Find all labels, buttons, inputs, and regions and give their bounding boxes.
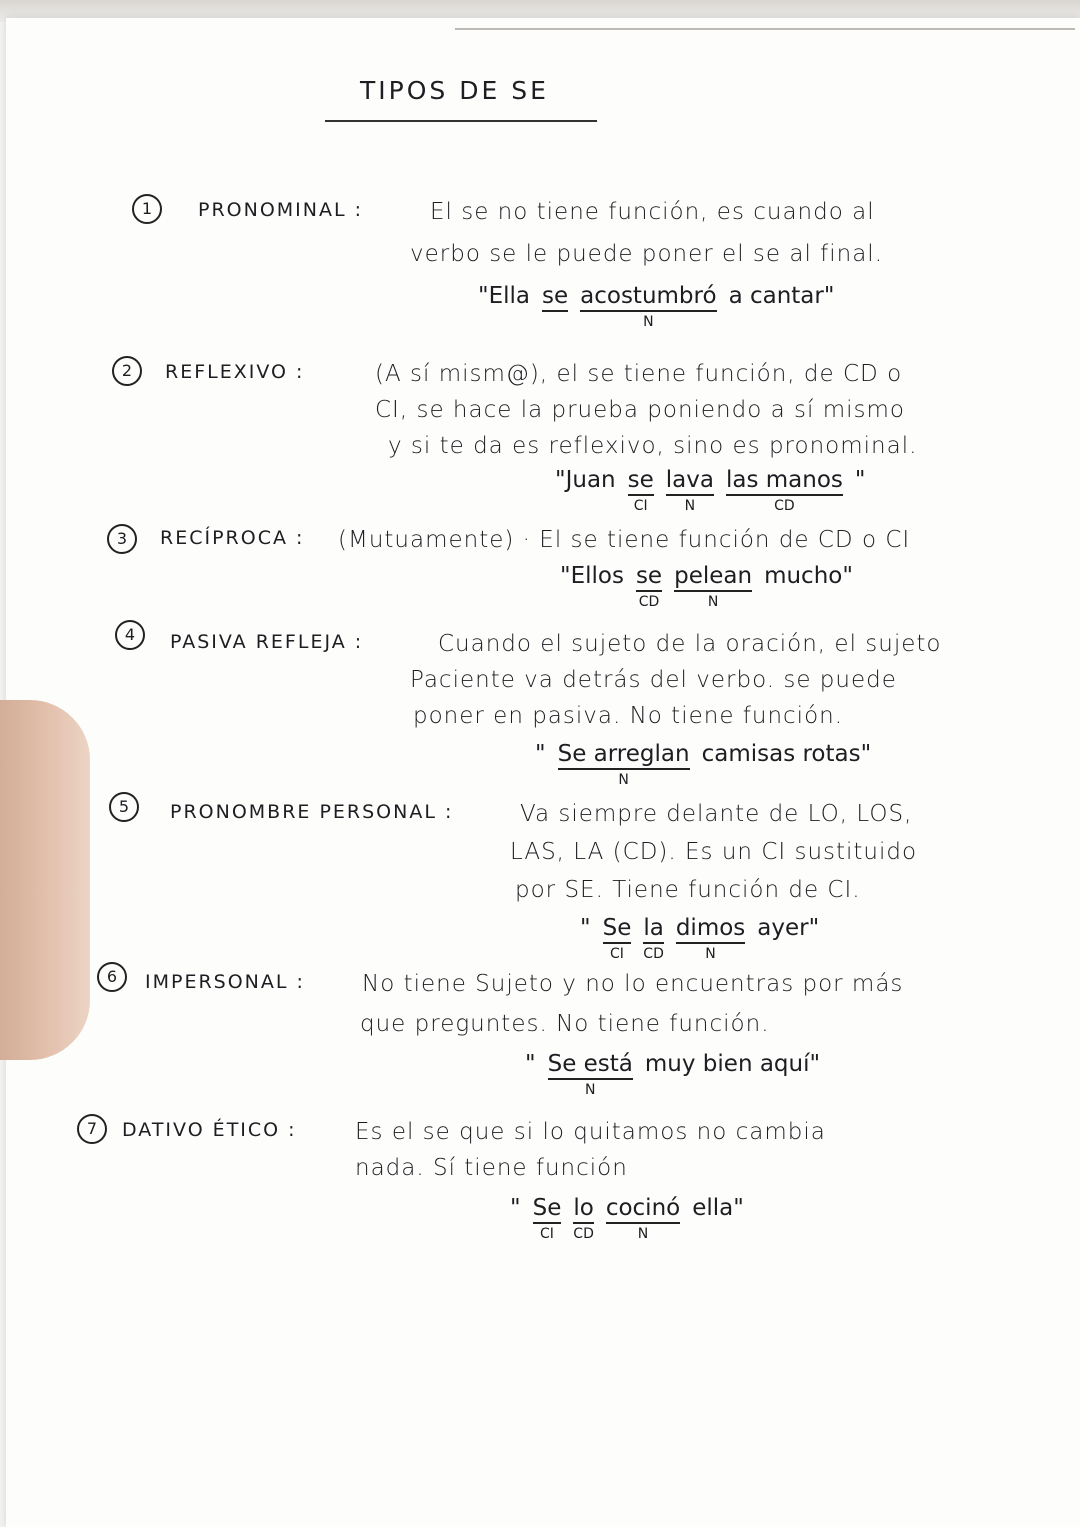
grammar-tag: N [618,772,629,788]
section-text-line: Paciente va detrás del verbo. se puede [410,667,897,693]
underlined-word: Se arreglan N [557,741,690,788]
underlined-word: cocinó N [605,1195,681,1242]
underlined-word: lava N [665,467,714,514]
example-word: camisas rotas" [701,741,872,767]
section-label: DATIVO ÉTICO : [122,1119,297,1141]
example-sentence [478,282,846,330]
grammar-tag: N [585,1082,596,1098]
example-word: "Ella [478,283,530,309]
grammar-tag: CI [540,1226,554,1242]
example-sentence [580,914,831,962]
underlined-word: acostumbró N [580,283,717,330]
section-number-badge: 4 [115,620,145,650]
example-word: " [580,915,591,941]
section-number-badge: 5 [109,792,139,822]
section-label: PRONOMINAL : [198,199,364,221]
example-sentence [560,562,865,610]
section-text-line: por SE. Tiene función de CI. [515,877,861,903]
example-word: mucho" [764,563,853,589]
grammar-tag: CD [643,946,664,962]
example-word: a cantar" [728,283,835,309]
example-word: "Juan [555,467,616,493]
underlined-word: se CD [635,563,663,610]
example-word: ayer" [757,915,820,941]
example-word: " [854,467,866,493]
underlined-word: la CD [643,915,664,962]
grammar-tag: CI [610,946,624,962]
underlined-word: dimos N [675,915,746,962]
example-sentence [510,1194,756,1242]
underlined-word: se [542,282,568,312]
section-number-badge: 2 [112,356,142,386]
section-text-line: verbo se le puede poner el se al final. [410,241,884,267]
section-number-badge: 6 [97,962,127,992]
section-label: RECÍPROCA : [160,527,305,549]
section-text-line: Cuando el sujeto de la oración, el sujeto [438,631,942,657]
grammar-tag: N [707,594,719,610]
section-text-line: CI, se hace la prueba poniendo a sí mismo [375,397,905,423]
example-word: muy bien aquí" [644,1051,821,1077]
underlined-word: Se CI [602,915,632,962]
title-underline [325,120,597,122]
section-text-line: No tiene Sujeto y no lo encuentras por más [362,971,904,997]
section-text-line: Es el se que si lo quitamos no cambia [355,1119,826,1145]
underlined-word: se CI [627,467,654,514]
section-text-line: El se no tiene función, es cuando al [430,199,875,225]
underlined-word: Se CI [532,1195,562,1242]
grammar-tag: CI [633,498,648,514]
grammar-tag: CD [638,594,660,610]
paper-fold-line [455,28,1075,30]
section-text-line: y si te da es reflexivo, sino es pronominal. [388,433,918,459]
underlined-word: lo CD [573,1195,594,1242]
example-sentence [555,466,877,514]
section-number-badge: 7 [77,1114,107,1144]
example-word: " [525,1051,536,1077]
grammar-tag: CD [573,1226,594,1242]
page-title: TIPOS DE SE [360,76,549,105]
example-sentence [535,740,883,788]
holding-thumb [0,700,90,1060]
section-number-badge: 1 [132,194,162,224]
example-word: ella" [692,1195,744,1221]
grammar-tag: N [705,946,716,962]
section-number-badge: 3 [107,524,137,554]
section-text-line: Va siempre delante de LO, LOS, [520,801,913,827]
section-text-line: que preguntes. No tiene función. [360,1011,770,1037]
example-sentence [525,1050,832,1098]
example-word: "Ellos [560,563,624,589]
section-label: IMPERSONAL : [145,971,305,993]
section-label: REFLEXIVO : [165,361,305,383]
grammar-tag: N [684,498,696,514]
underlined-word: las manos CD [725,467,843,514]
underlined-word: Se está N [547,1051,633,1098]
section-label: PASIVA REFLEJA : [170,631,364,653]
section-text-line: poner en pasiva. No tiene función. [413,703,844,729]
grammar-tag: CD [774,498,795,514]
section-text-line: (Mutuamente) · El se tiene función de CD o CI [338,527,911,553]
section-label: PRONOMBRE PERSONAL : [170,801,454,823]
section-text-line: nada. Sí tiene función [355,1155,628,1181]
example-word: " [535,741,546,767]
underlined-word: pelean N [674,563,753,610]
grammar-tag: N [643,314,654,330]
example-word: " [510,1195,521,1221]
section-text-line: LAS, LA (CD). Es un CI sustituido [510,839,918,865]
grammar-tag: N [637,1226,649,1242]
section-text-line: (A sí mism@), el se tiene función, de CD o [375,361,903,387]
